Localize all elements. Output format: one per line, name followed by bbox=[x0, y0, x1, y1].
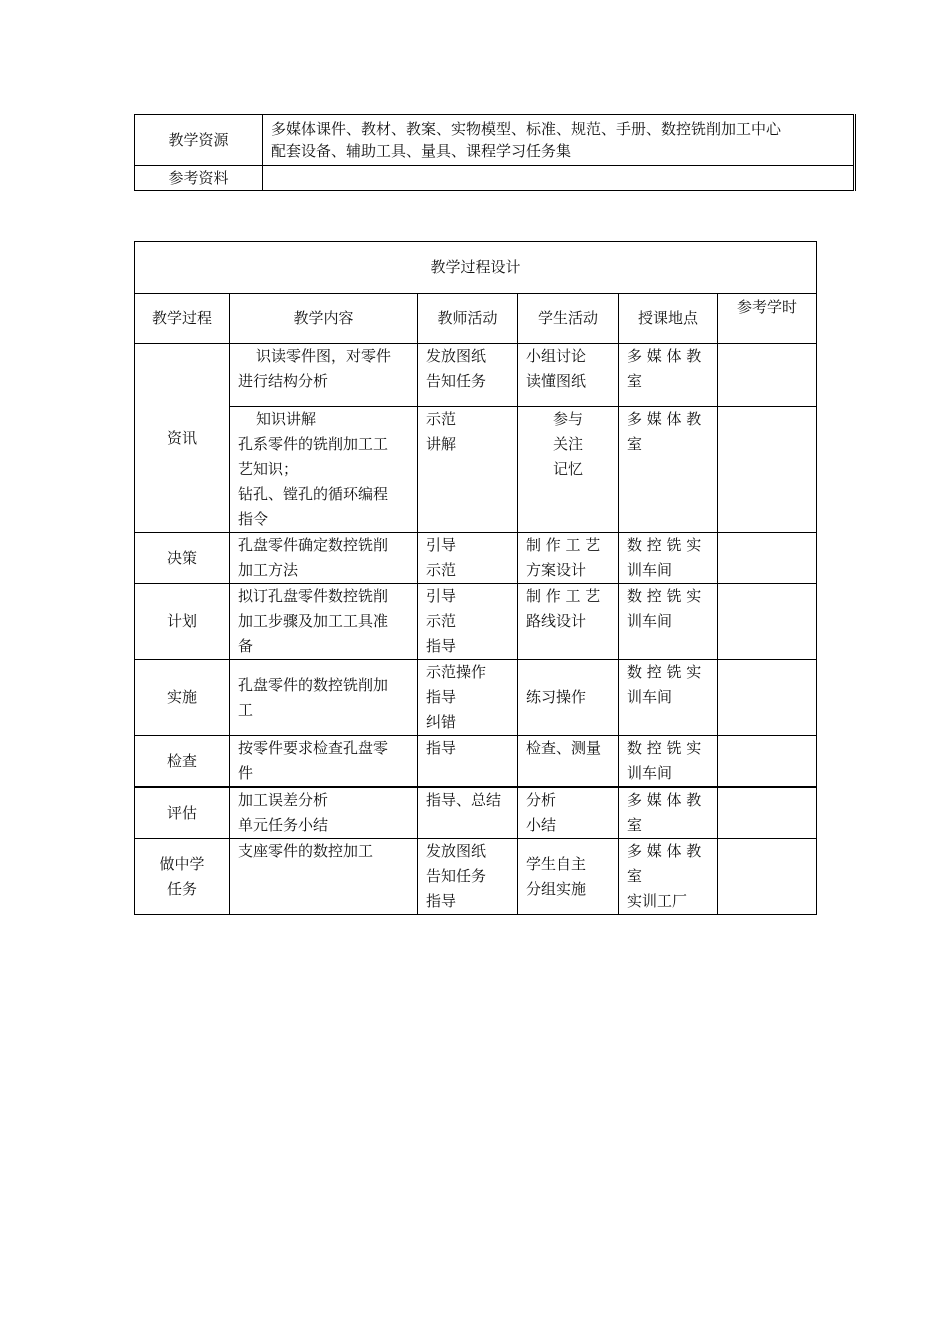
place-line: 室 bbox=[627, 867, 643, 885]
teacher-cell bbox=[418, 660, 518, 736]
place-line: 多 媒 体 教 bbox=[627, 842, 702, 860]
content-line: 识读零件图，对零件 bbox=[256, 347, 392, 365]
table-row bbox=[135, 787, 817, 839]
header-cell: 教师活动 bbox=[418, 294, 518, 344]
student-line: 记忆 bbox=[552, 460, 583, 478]
teacher-cell bbox=[418, 407, 518, 533]
teacher-line: 指导 bbox=[426, 688, 457, 706]
student-cell bbox=[518, 660, 619, 736]
student-line: 检查、测量 bbox=[526, 739, 602, 757]
content-line: 指令 bbox=[238, 510, 269, 528]
hours-cell bbox=[718, 839, 817, 915]
student-cell bbox=[518, 533, 619, 584]
content-line: 加工步骤及加工工具准 bbox=[238, 612, 389, 630]
student-cell bbox=[518, 839, 619, 915]
content-cell bbox=[230, 584, 418, 660]
teacher-line: 指导 bbox=[426, 637, 457, 655]
place-line: 室 bbox=[627, 435, 643, 453]
teacher-line: 指导、总结 bbox=[426, 791, 502, 809]
stage-cell: 评估 bbox=[135, 787, 230, 839]
place-line: 多 媒 体 教 bbox=[627, 347, 702, 365]
student-line: 练习操作 bbox=[526, 688, 587, 706]
place-cell bbox=[619, 787, 718, 839]
teacher-line: 告知任务 bbox=[426, 867, 487, 885]
teaching-process-table bbox=[134, 241, 817, 915]
hours-cell bbox=[718, 736, 817, 788]
stage-line: 做中学 bbox=[159, 854, 205, 873]
teacher-line: 示范 bbox=[426, 561, 457, 579]
content-cell bbox=[230, 736, 418, 788]
stage-cell bbox=[135, 839, 230, 915]
content-line: 按零件要求检查孔盘零 bbox=[238, 739, 389, 757]
place-cell bbox=[619, 736, 718, 788]
teacher-cell bbox=[418, 736, 518, 788]
content-cell bbox=[230, 839, 418, 915]
content-line: 知识讲解 bbox=[256, 410, 317, 428]
hours-cell bbox=[718, 660, 817, 736]
content-line: 进行结构分析 bbox=[238, 372, 329, 390]
teacher-line: 引导 bbox=[426, 587, 457, 605]
student-line: 参与 bbox=[552, 410, 583, 428]
place-line: 数 控 铣 实 bbox=[627, 536, 702, 554]
stage-cell: 实施 bbox=[135, 660, 230, 736]
student-line: 分析 bbox=[526, 791, 557, 809]
table-row bbox=[135, 344, 817, 407]
student-cell bbox=[518, 407, 619, 533]
place-line: 实训工厂 bbox=[627, 892, 688, 910]
resources-table bbox=[134, 114, 856, 191]
header-cell: 教学内容 bbox=[230, 294, 418, 344]
place-line: 多 媒 体 教 bbox=[627, 410, 702, 428]
teacher-cell bbox=[418, 533, 518, 584]
teacher-cell bbox=[418, 584, 518, 660]
references-label: 参考资料 bbox=[135, 166, 263, 191]
student-line: 小组讨论 bbox=[526, 347, 587, 365]
content-line: 艺知识； bbox=[238, 460, 299, 478]
content-line: 钻孔、镗孔的循环编程 bbox=[238, 485, 389, 503]
student-line: 制 作 工 艺 bbox=[526, 587, 601, 605]
header-cell: 授课地点 bbox=[619, 294, 718, 344]
header-cell: 教学过程 bbox=[135, 294, 230, 344]
table-row bbox=[135, 407, 817, 533]
place-cell bbox=[619, 839, 718, 915]
student-cell bbox=[518, 736, 619, 788]
stage-cell: 检查 bbox=[135, 736, 230, 788]
content-cell bbox=[230, 787, 418, 839]
content-line: 支座零件的数控加工 bbox=[238, 842, 374, 860]
hours-cell bbox=[718, 787, 817, 839]
stage-cell: 计划 bbox=[135, 584, 230, 660]
student-cell bbox=[518, 787, 619, 839]
student-line: 学生自主 bbox=[526, 854, 587, 873]
content-line: 件 bbox=[238, 764, 254, 782]
student-line: 制 作 工 艺 bbox=[526, 536, 601, 554]
place-line: 室 bbox=[627, 816, 643, 834]
header-cell: 参考学时 bbox=[718, 294, 817, 344]
place-cell bbox=[619, 660, 718, 736]
resources-line: 多媒体课件、教材、教案、实物模型、标准、规范、手册、数控铣削加工中心 bbox=[271, 120, 782, 138]
teacher-cell bbox=[418, 839, 518, 915]
stage-cell: 资讯 bbox=[135, 344, 230, 533]
content-line: 工 bbox=[238, 700, 254, 719]
place-line: 训车间 bbox=[627, 688, 673, 706]
content-cell bbox=[230, 660, 418, 736]
place-line: 多 媒 体 教 bbox=[627, 791, 702, 809]
student-line: 分组实施 bbox=[526, 879, 587, 898]
content-line: 加工误差分析 bbox=[238, 791, 329, 809]
teacher-line: 示范操作 bbox=[426, 663, 487, 681]
place-line: 训车间 bbox=[627, 561, 673, 579]
hours-cell bbox=[718, 344, 817, 407]
place-cell bbox=[619, 344, 718, 407]
student-line: 小结 bbox=[526, 816, 557, 834]
student-line: 方案设计 bbox=[526, 561, 587, 579]
table-title: 教学过程设计 bbox=[135, 242, 817, 294]
place-cell bbox=[619, 533, 718, 584]
teacher-line: 指导 bbox=[426, 739, 457, 757]
student-cell bbox=[518, 344, 619, 407]
teacher-line: 示范 bbox=[426, 410, 457, 428]
content-cell bbox=[230, 407, 418, 533]
student-line: 读懂图纸 bbox=[526, 372, 587, 390]
teacher-cell bbox=[418, 787, 518, 839]
place-line: 数 控 铣 实 bbox=[627, 663, 702, 681]
stage-cell: 决策 bbox=[135, 533, 230, 584]
header-row bbox=[135, 294, 817, 344]
place-line: 数 控 铣 实 bbox=[627, 587, 702, 605]
teacher-line: 纠错 bbox=[426, 713, 457, 731]
table-row bbox=[135, 533, 817, 584]
content-line: 孔盘零件的数控铣削加 bbox=[238, 675, 389, 694]
place-line: 训车间 bbox=[627, 764, 673, 782]
table-row bbox=[135, 736, 817, 788]
hours-cell bbox=[718, 407, 817, 533]
place-line: 室 bbox=[627, 372, 643, 390]
teacher-line: 发放图纸 bbox=[426, 347, 487, 365]
student-line: 路线设计 bbox=[526, 612, 587, 630]
table-row bbox=[135, 839, 817, 915]
table-row bbox=[135, 660, 817, 736]
student-cell bbox=[518, 584, 619, 660]
teacher-line: 示范 bbox=[426, 612, 457, 630]
stage-line: 任务 bbox=[167, 879, 198, 898]
content-cell bbox=[230, 533, 418, 584]
resources-line: 配套设备、辅助工具、量具、课程学习任务集 bbox=[271, 142, 572, 160]
place-line: 训车间 bbox=[627, 612, 673, 630]
teacher-line: 发放图纸 bbox=[426, 842, 487, 860]
teacher-line: 告知任务 bbox=[426, 372, 487, 390]
content-line: 加工方法 bbox=[238, 561, 299, 579]
content-line: 孔盘零件确定数控铣削 bbox=[238, 536, 389, 554]
place-cell bbox=[619, 584, 718, 660]
content-line: 拟订孔盘零件数控铣削 bbox=[238, 587, 389, 605]
teacher-line: 引导 bbox=[426, 536, 457, 554]
teacher-line: 讲解 bbox=[426, 435, 457, 453]
content-line: 备 bbox=[238, 637, 254, 655]
teacher-cell bbox=[418, 344, 518, 407]
content-cell bbox=[230, 344, 418, 407]
place-line: 数 控 铣 实 bbox=[627, 739, 702, 757]
resources-label: 教学资源 bbox=[135, 115, 263, 166]
teacher-line: 指导 bbox=[426, 892, 457, 910]
place-cell bbox=[619, 407, 718, 533]
resources-value bbox=[263, 115, 855, 166]
hours-cell bbox=[718, 533, 817, 584]
hours-cell bbox=[718, 584, 817, 660]
student-line: 关注 bbox=[552, 435, 583, 453]
content-line: 单元任务小结 bbox=[238, 816, 329, 834]
table-row bbox=[135, 584, 817, 660]
references-value bbox=[263, 166, 855, 191]
header-cell: 学生活动 bbox=[518, 294, 619, 344]
content-line: 孔系零件的铣削加工工 bbox=[238, 435, 389, 453]
